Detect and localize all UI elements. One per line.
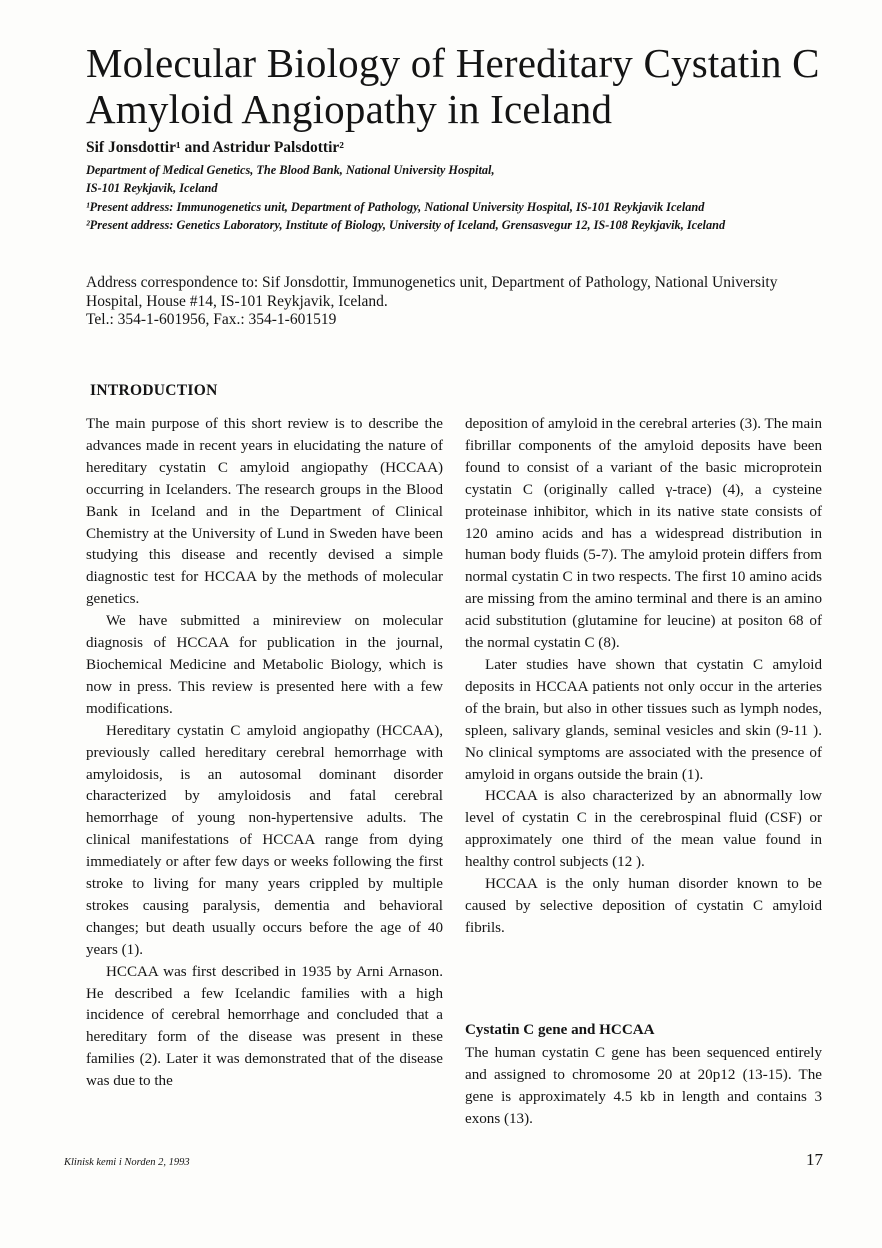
author-list: Sif Jonsdottir¹ and Astridur Palsdottir² <box>86 139 344 156</box>
body-paragraph: We have submitted a minireview on molecular diagnosis of HCCAA for publication in the journal, Biochemical Medicine and Metabolic Biology, which is now in press. This review is presented here with a few modifications. <box>86 613 443 717</box>
body-paragraph: The main purpose of this short review is to describe the advances made in recent years in elucidating the nature of hereditary cystatin C amyloid angiopathy (HCCAA) occurring in Icelanders. The research groups in the Blood Bank in Iceland and in the Department of Clinical Chemistry at the University of Lund in Sweden have been studying this disease and recently devised a simple diagnostic test for HCCAA by the methods of molecular genetics. <box>86 416 443 608</box>
affiliation-line: ¹Present address: Immunogenetics unit, Department of Pathology, National University Hospital, IS-101 Reykjavik Iceland <box>86 199 705 214</box>
section-heading-introduction: INTRODUCTION <box>90 382 218 399</box>
article-title: Molecular Biology of Hereditary Cystatin C Amyloid Angiopathy in Iceland <box>86 40 820 132</box>
section-heading-gene: Cystatin C gene and HCCAA <box>465 1022 655 1038</box>
body-paragraph: Hereditary cystatin C amyloid angiopathy (HCCAA), previously called hereditary cerebral hemorrhage with amyloidosis, is an autosomal dominant disorder characterized by amyloidosis and fatal cerebral hemorrhage of young non-hypertensive adults. The clinical manifestations of HCCAA range from dying immediately or after few days or weeks following the first stroke to living for many years crippled by multiple strokes causing paralysis, dementia and behavioral changes; but death usually occurs before the age of 40 years (1). <box>86 722 443 958</box>
body-paragraph: HCCAA was first described in 1935 by Arni Arnason. He described a few Icelandic families with a high incidence of cerebral hemorrhage and concluded that a hereditary form of the disease was present in these families (2). Later it was demonstrated that of the disease was due to the <box>86 963 443 1090</box>
affiliation-line: ²Present address: Genetics Laboratory, Institute of Biology, University of Iceland, Grensasvegur 12, IS-108 Reykjavik, Iceland <box>86 217 726 232</box>
body-column-left <box>86 414 443 1093</box>
body-paragraph: Later studies have shown that cystatin C amyloid deposits in HCCAA patients not only occur in the arteries of the brain, but also in other tissues such as lymph nodes, spleen, salivary glands, seminal vesicles and skin (9-11 ). No clinical symptoms are associated with the presence of amyloid in organs outside the brain (1). <box>465 656 822 783</box>
correspondence-address: Address correspondence to: Sif Jonsdottir, Immunogenetics unit, Department of Pathology, National University Hospital, House #14, IS-101 Reykjavik, Iceland. <box>86 274 778 310</box>
correspondence-block <box>86 274 826 330</box>
affiliations <box>86 161 826 234</box>
affiliation-line: Department of Medical Genetics, The Blood Bank, National University Hospital, <box>86 163 495 177</box>
body-column-right <box>465 414 822 940</box>
body-paragraph: HCCAA is the only human disorder known to be caused by selective deposition of cystatin C amyloid fibrils. <box>465 876 822 936</box>
correspondence-contact: Tel.: 354-1-601956, Fax.: 354-1-601519 <box>86 311 337 328</box>
body-paragraph: HCCAA is also characterized by an abnormally low level of cystatin C in the cerebrospinal fluid (CSF) or approximately one third of the mean value found in healthy control subjects (12 ). <box>465 788 822 871</box>
body-paragraph: The human cystatin C gene has been sequenced entirely and assigned to chromosome 20 at 20p12 (13-15). The gene is approximately 4.5 kb in length and contains 3 exons (13). <box>465 1045 822 1127</box>
body-column-right-lower <box>465 1043 822 1131</box>
affiliation-line: IS-101 Reykjavik, Iceland <box>86 181 218 196</box>
body-paragraph: deposition of amyloid in the cerebral arteries (3). The main fibrillar components of the amyloid deposits have been found to consist of a variant of the basic microprotein cystatin C (originally called γ-trace) (4), a cysteine proteinase inhibitor, which in its native state consists of 120 amino acids and has a widespread distribution in human body fluids (5-7). The amyloid protein differs from normal cystatin C in two respects. The first 10 amino acids are missing from the amino terminal and there is an amino acid substitution (glutamine for leucine) at positon 68 of the normal cystatin C (8). <box>465 416 822 652</box>
page-number: 17 <box>806 1150 823 1169</box>
journal-footer: Klinisk kemi i Norden 2, 1993 <box>64 1157 190 1168</box>
